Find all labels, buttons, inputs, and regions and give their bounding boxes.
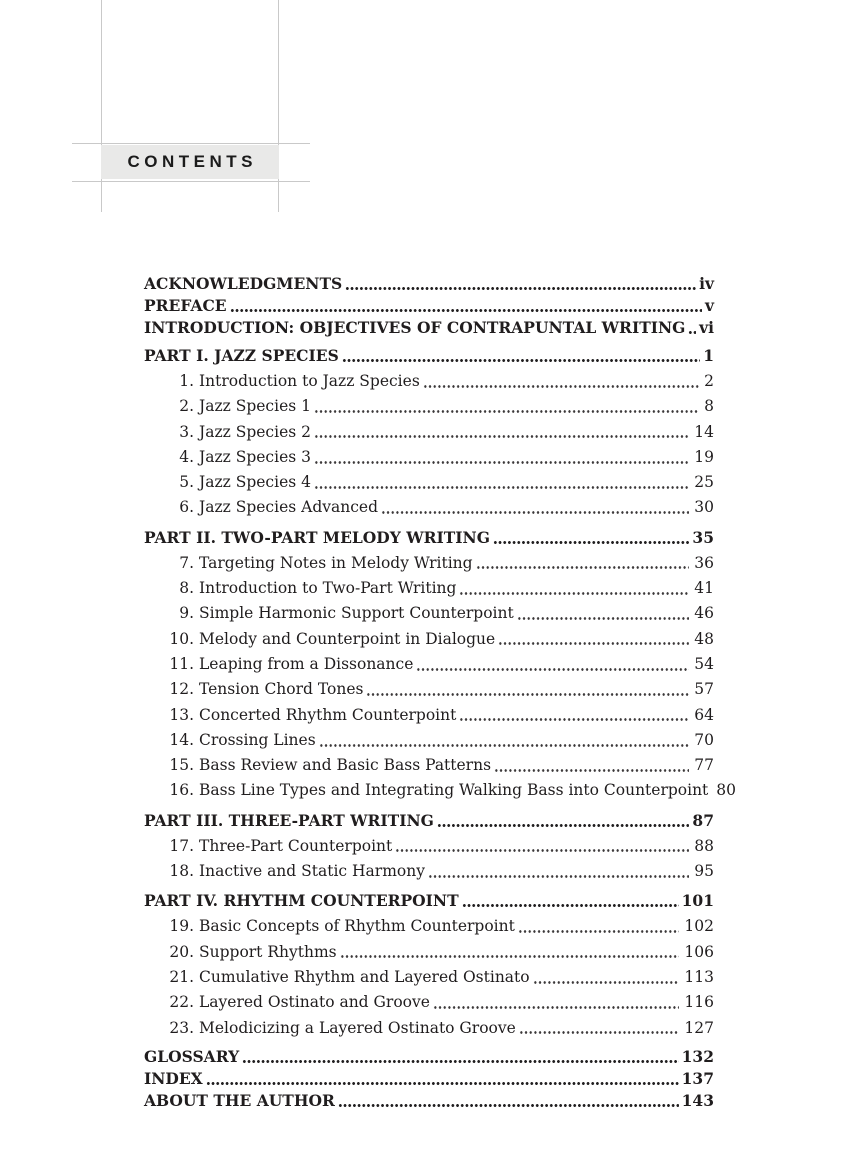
- toc-chapter-entry: [144, 728, 714, 753]
- toc-chapter-entry: [144, 859, 714, 884]
- chapter-number: 2.: [179, 397, 194, 416]
- chapter-page-number: 2: [704, 372, 714, 390]
- chapter-number: 4.: [179, 447, 194, 466]
- chapter-title: Support Rhythms: [199, 942, 337, 961]
- entry-label: PART III. THREE-PART WRITING: [144, 810, 434, 830]
- chapter-number: 21.: [169, 967, 194, 986]
- toc-chapter-entry: [144, 834, 714, 859]
- chapter-number: 1.: [179, 372, 194, 390]
- chapter-title: Jazz Species 2: [199, 422, 311, 441]
- chapter-page-number: 113: [684, 967, 714, 986]
- chapter-number: 8.: [179, 579, 194, 598]
- chapter-title: Three-Part Counterpoint: [199, 836, 393, 855]
- contents-header-box: [101, 145, 279, 179]
- toc-chapter-entry: [144, 495, 714, 520]
- entry-label: PART II. TWO-PART MELODY WRITING: [144, 527, 490, 547]
- entry-label: GLOSSARY: [144, 1046, 240, 1066]
- toc-part-heading: [144, 525, 714, 551]
- dot-leader: [494, 753, 689, 778]
- dot-leader: [342, 343, 700, 369]
- toc-chapter-entry: [144, 778, 737, 803]
- toc-chapter-entry: [144, 914, 714, 939]
- dot-leader: [314, 420, 689, 445]
- chapter-number: 15.: [169, 756, 194, 775]
- chapter-number: 18.: [169, 862, 194, 881]
- toc-back-matter-entry: [144, 1046, 714, 1068]
- dot-leader: [517, 601, 690, 626]
- dot-leader: [314, 445, 689, 470]
- chapter-number: 10.: [169, 629, 194, 648]
- entry-page-number: 1: [703, 346, 714, 365]
- chapter-title: Melodicizing a Layered Ostinato Groove: [199, 1018, 516, 1037]
- chapter-page-number: 95: [694, 862, 714, 881]
- dot-leader: [395, 834, 689, 859]
- chapter-title: Tension Chord Tones: [199, 680, 364, 699]
- dot-leader: [366, 677, 689, 702]
- entry-label: PREFACE: [144, 296, 227, 315]
- chapter-page-number: 8: [704, 397, 714, 416]
- chapter-title: Introduction to Jazz Species: [199, 372, 420, 390]
- dot-leader: [230, 295, 702, 317]
- entry-label: PART IV. RHYTHM COUNTERPOINT: [144, 891, 459, 911]
- entry-label: INTRODUCTION: OBJECTIVES OF CONTRAPUNTAL WRITING: [144, 318, 686, 337]
- chapter-title: Melody and Counterpoint in Dialogue: [199, 629, 496, 648]
- toc-chapter-entry: [144, 369, 714, 394]
- chapter-number: 22.: [169, 993, 194, 1012]
- toc-chapter-entry: [144, 753, 714, 778]
- chapter-page-number: 127: [684, 1018, 714, 1037]
- dot-leader: [476, 551, 690, 576]
- dot-leader: [206, 1068, 679, 1090]
- dot-leader: [242, 1046, 678, 1068]
- dot-leader: [319, 728, 690, 753]
- chapter-number: 12.: [169, 680, 194, 699]
- toc-chapter-entry: [144, 1016, 714, 1041]
- dot-leader: [338, 1090, 679, 1112]
- entry-page-number: iv: [699, 274, 714, 293]
- dot-leader: [533, 965, 680, 990]
- toc-chapter-entry: [144, 601, 714, 626]
- chapter-title: Layered Ostinato and Groove: [199, 993, 430, 1012]
- toc-part-heading: [144, 808, 714, 834]
- chapter-page-number: 102: [684, 917, 714, 936]
- chapter-title: Jazz Species 4: [199, 473, 311, 492]
- chapter-number: 23.: [169, 1018, 194, 1037]
- chapter-page-number: 80: [716, 781, 737, 800]
- header-horizontal-rule-bottom: [72, 181, 310, 182]
- chapter-title: Bass Line Types and Integrating Walking Bass into Counterpoint: [199, 781, 709, 800]
- chapter-page-number: 116: [684, 993, 714, 1012]
- chapter-page-number: 25: [694, 473, 714, 492]
- dot-leader: [428, 859, 689, 884]
- chapter-title: Introduction to Two-Part Writing: [199, 579, 457, 598]
- entry-page-number: vi: [699, 318, 714, 337]
- dot-leader: [518, 914, 680, 939]
- entry-page-number: v: [704, 296, 714, 315]
- dot-leader: [381, 495, 689, 520]
- toc-chapter-entry: [144, 627, 714, 652]
- toc-front-matter-entry: [144, 273, 714, 295]
- chapter-number: 16.: [169, 781, 194, 800]
- toc-part-heading: [144, 888, 714, 914]
- chapter-title: Inactive and Static Harmony: [199, 862, 425, 881]
- entry-page-number: 143: [681, 1090, 714, 1110]
- chapter-title: Jazz Species 1: [199, 397, 311, 416]
- entry-label: PART I. JAZZ SPECIES: [144, 346, 339, 365]
- dot-leader: [493, 525, 689, 551]
- chapter-number: 3.: [179, 422, 194, 441]
- chapter-title: Simple Harmonic Support Counterpoint: [199, 604, 514, 623]
- dot-leader: [345, 273, 696, 295]
- entry-page-number: 132: [681, 1046, 714, 1066]
- dot-leader: [519, 1016, 680, 1041]
- dot-leader: [462, 888, 679, 914]
- chapter-page-number: 64: [694, 705, 714, 724]
- header-horizontal-rule-top: [72, 143, 310, 144]
- entry-label: ACKNOWLEDGMENTS: [144, 274, 343, 293]
- toc-chapter-entry: [144, 420, 714, 445]
- chapter-page-number: 46: [694, 604, 714, 623]
- dot-leader: [459, 576, 689, 601]
- chapter-number: 17.: [169, 836, 194, 855]
- chapter-title: Targeting Notes in Melody Writing: [199, 553, 473, 572]
- toc-front-matter-entry: [144, 317, 714, 339]
- chapter-page-number: 88: [694, 836, 714, 855]
- entry-page-number: 87: [692, 810, 714, 830]
- toc-chapter-entry: [144, 551, 714, 576]
- chapter-title: Cumulative Rhythm and Layered Ostinato: [199, 967, 530, 986]
- toc-front-matter-entry: [144, 295, 714, 317]
- chapter-number: 14.: [169, 730, 194, 749]
- dot-leader: [433, 990, 679, 1015]
- chapter-page-number: 36: [694, 553, 714, 572]
- chapter-number: 11.: [169, 654, 194, 673]
- dot-leader: [416, 652, 689, 677]
- chapter-number: 7.: [179, 553, 194, 572]
- chapter-page-number: 57: [694, 680, 714, 699]
- chapter-number: 19.: [169, 917, 194, 936]
- entry-page-number: 101: [681, 891, 714, 911]
- toc-part-heading: [144, 343, 714, 369]
- toc-chapter-entry: [144, 990, 714, 1015]
- dot-leader: [314, 394, 699, 419]
- entry-page-number: 137: [681, 1068, 714, 1088]
- dot-leader: [437, 808, 690, 834]
- entry-label: ABOUT THE AUTHOR: [144, 1090, 335, 1110]
- chapter-title: Concerted Rhythm Counterpoint: [199, 705, 457, 724]
- dot-leader: [340, 940, 680, 965]
- entry-label: INDEX: [144, 1068, 203, 1088]
- toc-chapter-entry: [144, 965, 714, 990]
- chapter-number: 6.: [179, 498, 194, 517]
- chapter-title: Crossing Lines: [199, 730, 316, 749]
- chapter-page-number: 77: [694, 756, 714, 775]
- chapter-title: Basic Concepts of Rhythm Counterpoint: [199, 917, 515, 936]
- toc-chapter-entry: [144, 940, 714, 965]
- chapter-page-number: 19: [694, 447, 714, 466]
- dot-leader: [688, 317, 696, 339]
- chapter-title: Jazz Species 3: [199, 447, 311, 466]
- toc-back-matter-entry: [144, 1068, 714, 1090]
- table-of-contents: [144, 273, 737, 1112]
- chapter-page-number: 54: [694, 654, 714, 673]
- chapter-page-number: 14: [694, 422, 714, 441]
- page-title: CONTENTS: [127, 152, 257, 171]
- toc-chapter-entry: [144, 445, 714, 470]
- toc-chapter-entry: [144, 576, 714, 601]
- toc-chapter-entry: [144, 394, 714, 419]
- dot-leader: [459, 703, 689, 728]
- chapter-title: Leaping from a Dissonance: [199, 654, 414, 673]
- toc-chapter-entry: [144, 703, 714, 728]
- toc-back-matter-entry: [144, 1090, 714, 1112]
- chapter-title: Bass Review and Basic Bass Patterns: [199, 756, 492, 775]
- toc-chapter-entry: [144, 652, 714, 677]
- dot-leader: [314, 470, 689, 495]
- chapter-number: 20.: [169, 942, 194, 961]
- chapter-page-number: 30: [694, 498, 714, 517]
- chapter-number: 13.: [169, 705, 194, 724]
- entry-page-number: 35: [692, 527, 714, 547]
- chapter-page-number: 70: [694, 730, 714, 749]
- chapter-number: 9.: [179, 604, 194, 623]
- dot-leader: [498, 627, 689, 652]
- chapter-title: Jazz Species Advanced: [199, 498, 378, 517]
- chapter-page-number: 48: [694, 629, 714, 648]
- dot-leader: [423, 369, 699, 394]
- toc-chapter-entry: [144, 677, 714, 702]
- toc-chapter-entry: [144, 470, 714, 495]
- chapter-page-number: 106: [684, 942, 714, 961]
- chapter-number: 5.: [179, 473, 194, 492]
- chapter-page-number: 41: [694, 579, 714, 598]
